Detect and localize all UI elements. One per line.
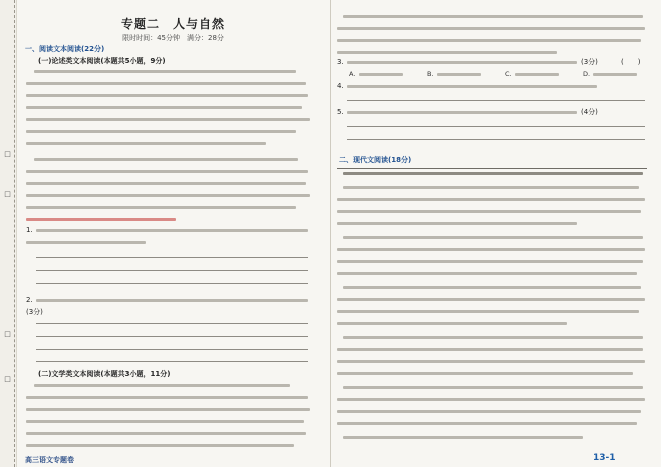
question-2-points: (3分)	[26, 308, 43, 316]
binding-mark: □	[4, 190, 11, 198]
question-5-points: (4分)	[581, 108, 598, 116]
option-c[interactable]: C.	[505, 70, 512, 78]
right-page	[330, 0, 661, 467]
binding-mark: □	[4, 375, 11, 383]
question-3-number: 3.	[337, 58, 344, 66]
answer-line[interactable]	[36, 361, 308, 362]
answer-line[interactable]	[347, 100, 645, 101]
section-two-heading: 二、现代文阅读(18分)	[339, 156, 412, 164]
binding-mark: □	[4, 150, 11, 158]
answer-line[interactable]	[347, 139, 645, 140]
footer-publisher: 高三语文专题卷	[25, 456, 74, 464]
question-3-points: (3分)	[581, 58, 598, 66]
question-2-number: 2.	[26, 296, 33, 304]
answer-line[interactable]	[36, 336, 308, 337]
answer-line[interactable]	[36, 270, 308, 271]
question-1-number: 1.	[26, 226, 33, 234]
sheet-title: 专题二 人与自然	[120, 17, 225, 31]
question-4-number: 4.	[337, 82, 344, 90]
subsection-two-heading: (二)文学类文本阅读(本题共3小题，11分)	[38, 370, 171, 378]
footer-page-number: 13-1	[593, 453, 616, 463]
answer-line[interactable]	[347, 126, 645, 127]
subsection-one-heading: (一)论述类文本阅读(本题共5小题，9分)	[38, 57, 166, 65]
question-5-number: 5.	[337, 108, 344, 116]
section-divider	[337, 168, 647, 170]
answer-line[interactable]	[36, 323, 308, 324]
question-3-answer-blank[interactable]: ( )	[621, 58, 641, 66]
sheet-subtitle: 限时时间：45分钟 满分：28分	[122, 34, 224, 42]
answer-line[interactable]	[36, 257, 308, 258]
binding-cut-line	[14, 0, 15, 467]
answer-line[interactable]	[36, 349, 308, 350]
option-d[interactable]: D.	[583, 70, 591, 78]
answer-line[interactable]	[36, 283, 308, 284]
option-a[interactable]: A.	[349, 70, 356, 78]
option-b[interactable]: B.	[427, 70, 434, 78]
section-one-heading: 一、阅读文本阅读(22分)	[25, 45, 105, 53]
left-page	[16, 0, 330, 467]
binding-mark: □	[4, 330, 11, 338]
